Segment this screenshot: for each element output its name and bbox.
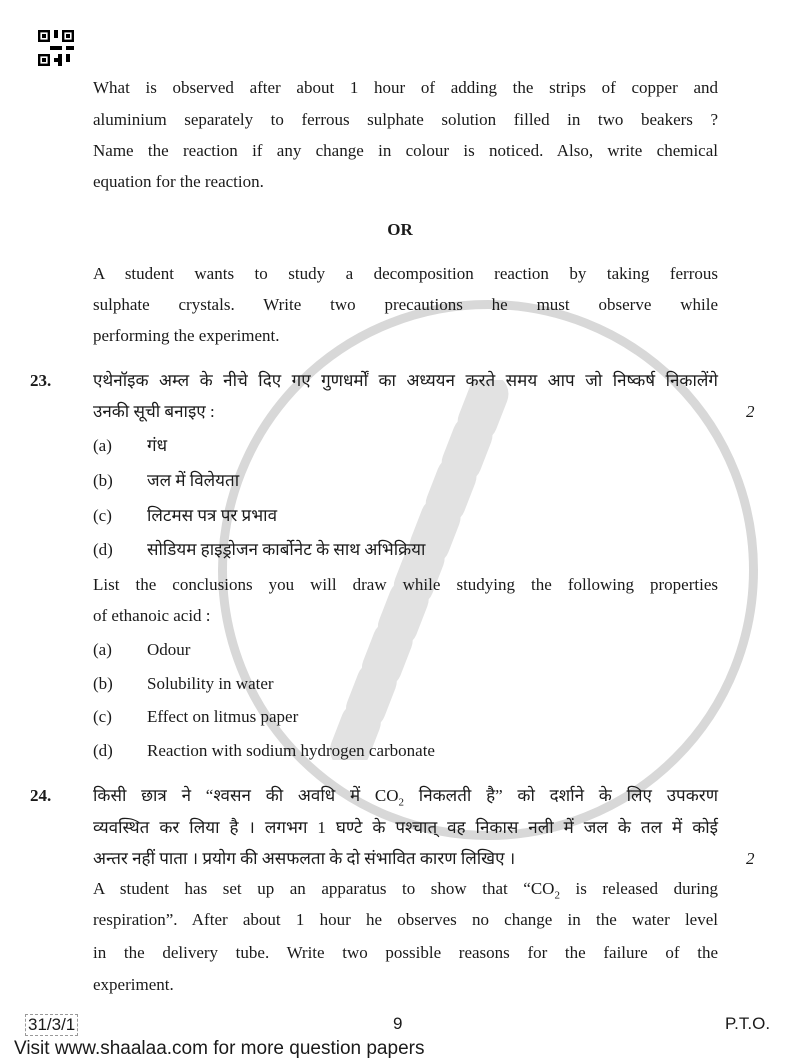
or-heading: OR: [387, 220, 413, 239]
paper-code: 31/3/1: [25, 1014, 78, 1036]
option-label: (b): [93, 674, 113, 693]
page-number: 9: [393, 1014, 403, 1033]
q24-english-line: experiment.: [93, 975, 174, 994]
q24-english-text: is released during: [559, 879, 718, 898]
pto-label: P.T.O.: [725, 1014, 771, 1033]
q22-line: equation for the reaction.: [93, 172, 264, 191]
q24-hindi-line: व्यवस्थित कर लिया है । लगभग 1 घण्टे के पश्चात् वह निकास नली में जल के तल में कोई: [93, 818, 718, 837]
q24-hindi-line: [93, 786, 718, 809]
q23-hindi-line: एथेनॉइक अम्ल के नीचे दिए गए गुणधर्मों का अध्ययन करते समय आप जो निष्कर्ष निकालेंगे: [93, 371, 718, 390]
option-text: Odour: [147, 640, 191, 659]
watermark-logo-icon: [330, 380, 510, 760]
q22-alt-line: A student wants to study a decomposition reaction by taking ferrous: [93, 264, 718, 283]
q23-english-line: List the conclusions you will draw while studying the following properties: [93, 575, 718, 594]
q23-english-line: of ethanoic acid :: [93, 606, 211, 625]
q24-english-line: respiration”. After about 1 hour he observes no change in the water level: [93, 910, 718, 929]
q23-marks: 2: [746, 402, 755, 421]
q24-hindi-text: निकलती है” को दर्शाने के लिए उपकरण: [404, 786, 718, 805]
option-text: Solubility in water: [147, 674, 274, 693]
option-label: (b): [93, 471, 113, 490]
q22-alt-line: performing the experiment.: [93, 326, 280, 345]
qr-code-icon: [38, 30, 74, 66]
option-text: Reaction with sodium hydrogen carbonate: [147, 741, 435, 760]
option-label: (a): [93, 640, 112, 659]
q24-hindi-line: अन्तर नहीं पाता । प्रयोग की असफलता के दो संभावित कारण लिखिए ।: [93, 849, 516, 868]
q24-english-text: A student has set up an apparatus to show that “CO: [93, 879, 555, 898]
option-text: Effect on litmus paper: [147, 707, 299, 726]
visit-link[interactable]: Visit www.shaalaa.com for more question papers: [14, 1038, 425, 1059]
option-label: (d): [93, 540, 113, 559]
q24-hindi-text: किसी छात्र ने “श्वसन की अवधि में CO: [93, 786, 399, 805]
q22-line: What is observed after about 1 hour of adding the strips of copper and: [93, 78, 718, 97]
option-label: (c): [93, 506, 112, 525]
q24-marks: 2: [746, 849, 755, 868]
subscript: 2: [554, 889, 560, 902]
q24-english-line: in the delivery tube. Write two possible reasons for the failure of the: [93, 943, 718, 962]
option-text: गंध: [147, 436, 168, 455]
option-text: सोडियम हाइड्रोजन कार्बोनेट के साथ अभिक्रिया: [147, 540, 426, 559]
option-label: (c): [93, 707, 112, 726]
option-text: जल में विलेयता: [147, 471, 240, 490]
q23-number: 23.: [30, 371, 52, 390]
subscript: 2: [398, 796, 405, 809]
q22-line: aluminium separately to ferrous sulphate solution filled in two beakers ?: [93, 110, 718, 129]
q23-hindi-line: उनकी सूची बनाइए :: [93, 402, 215, 421]
option-label: (a): [93, 436, 112, 455]
q22-alt-line: sulphate crystals. Write two precautions he must observe while: [93, 295, 718, 314]
q24-english-line: [93, 879, 718, 902]
q24-number: 24.: [30, 786, 52, 805]
option-text: लिटमस पत्र पर प्रभाव: [147, 506, 278, 525]
option-label: (d): [93, 741, 113, 760]
q22-line: Name the reaction if any change in colour is noticed. Also, write chemical: [93, 141, 718, 160]
